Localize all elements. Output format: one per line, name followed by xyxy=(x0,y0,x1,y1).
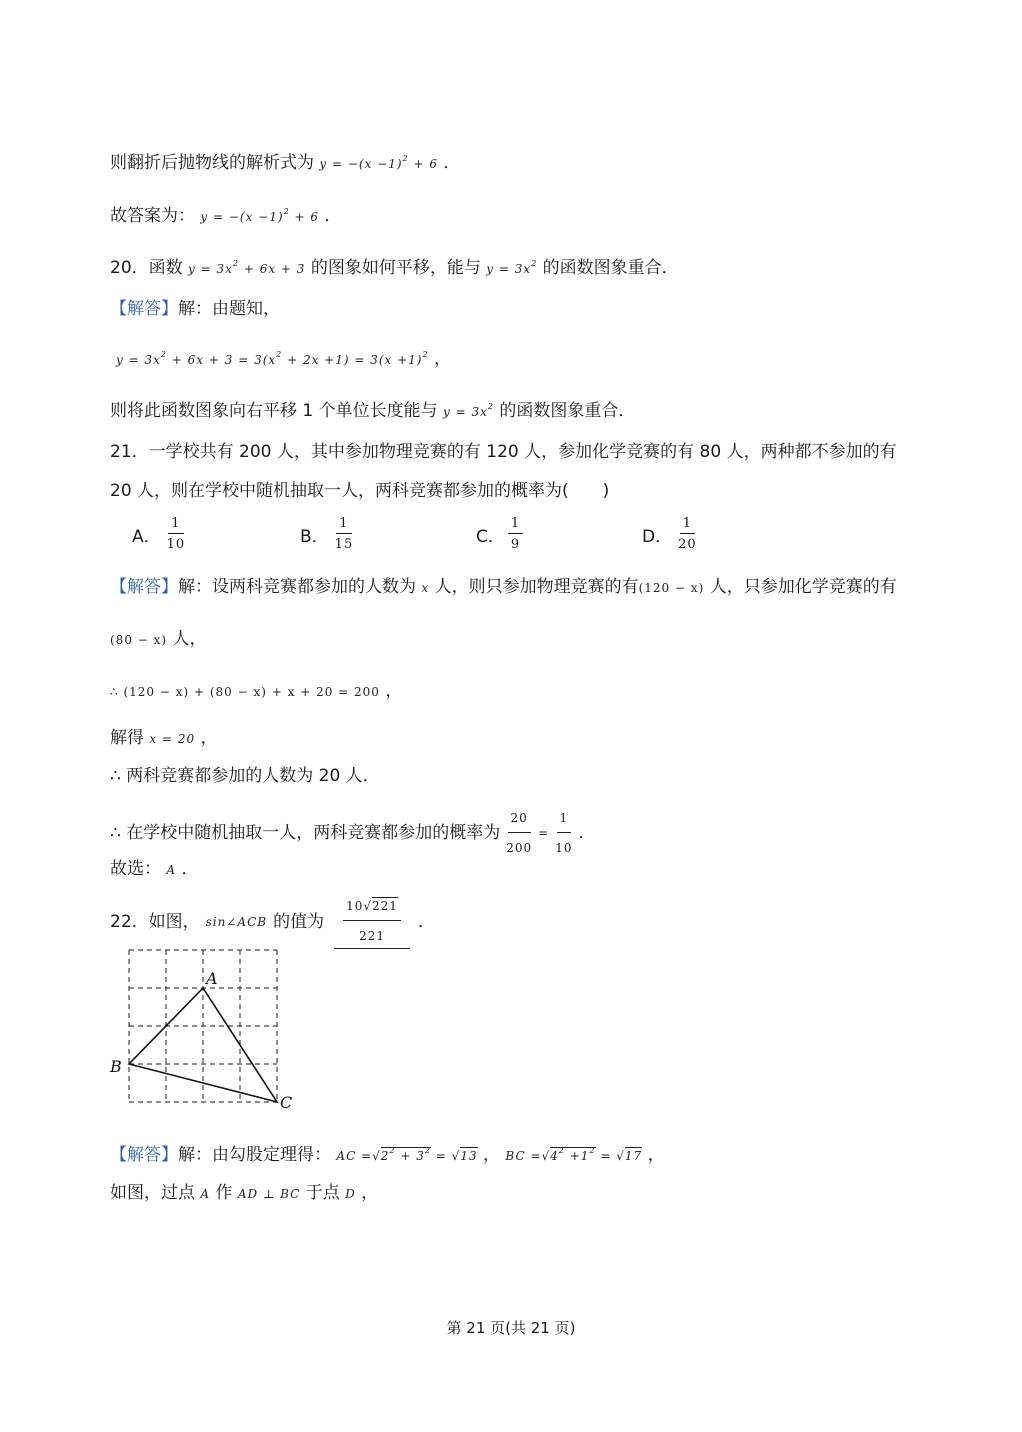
text: 函数 xyxy=(148,258,183,278)
fraction: $\frac{1}{15}$ xyxy=(334,516,354,552)
option-a xyxy=(132,516,191,552)
answer-20-formula xyxy=(116,343,451,372)
answer-22-line1 xyxy=(110,1139,665,1168)
answer-20-header xyxy=(110,297,280,321)
answer-21-line2 xyxy=(110,627,207,652)
answer-tag: 【解答】 xyxy=(110,299,178,319)
formula: sin∠ACB xyxy=(205,914,268,929)
answer-21-line5: ∴ 两科竞赛都参加的人数为 20 人． xyxy=(110,766,380,786)
equals: = xyxy=(538,826,550,840)
triangle-grid-figure xyxy=(100,938,300,1118)
question-number: 20． xyxy=(110,258,149,278)
fraction: $\frac{10√221}{221}$ xyxy=(343,894,401,948)
formula: $y = 3x^2 + 6x + 3$ xyxy=(188,259,306,276)
punct: ． xyxy=(417,911,435,932)
text: 解：设两科竞赛都参加的人数为 xyxy=(178,577,416,597)
text: 解得 xyxy=(110,728,144,748)
answer-21-line6 xyxy=(110,806,595,860)
text: ∴ 在学校中随机抽取一人，两科竞赛都参加的概率为 xyxy=(110,823,501,843)
text: 的值为 xyxy=(273,911,325,932)
option-d xyxy=(642,516,703,552)
formula-bc: BC $=√4^2 +1^2 = √17$ xyxy=(505,1146,643,1163)
page-footer: 第 21 页(共 21 页) xyxy=(446,1319,576,1337)
text: 的图象如何平移，能与 xyxy=(310,258,481,278)
punct: ． xyxy=(324,206,342,226)
punct: ， xyxy=(434,349,451,369)
fraction: $\frac{1}{10}$ xyxy=(552,806,575,860)
grid-lines xyxy=(129,950,277,1102)
answer-tag: 【解答】 xyxy=(110,1145,178,1165)
text: 故选： xyxy=(110,859,161,879)
question-21-line1: 21．一学校共有 200 人，其中参加物理竞赛的有 120 人，参加化学竞赛的有 80 人，两种都不参加的有 xyxy=(110,442,897,462)
answer-20-conclusion xyxy=(110,395,635,424)
formula: D xyxy=(345,1187,356,1201)
option-label: D． xyxy=(642,526,673,547)
fraction: $\frac{1}{20}$ xyxy=(678,516,697,552)
text: 于点 xyxy=(305,1183,340,1203)
option-label: B． xyxy=(300,526,329,547)
option-label: C． xyxy=(476,526,505,547)
text: 的函数图象重合． xyxy=(499,401,636,421)
formula: x xyxy=(421,581,430,595)
formula: $y = 3x^2$ xyxy=(486,259,538,276)
answer-21-line1 xyxy=(110,575,897,600)
option-c xyxy=(476,516,526,552)
text: 解：由题知， xyxy=(178,299,280,319)
answer-line-final xyxy=(110,200,341,229)
answer-21-choice xyxy=(110,857,198,882)
formula: $y = -(x -1)^2 + 6$ xyxy=(319,154,438,171)
question-number: 22． xyxy=(110,911,149,932)
text: 故答案为： xyxy=(110,206,195,226)
text: 作 xyxy=(215,1183,233,1203)
fraction: $\frac{1}{10}$ xyxy=(166,516,186,552)
answer-21-line4 xyxy=(110,726,218,751)
question-21-line2: 20 人，则在学校中随机抽取一人，两科竞赛都参加的概率为( ) xyxy=(110,481,610,501)
punct: ， xyxy=(385,681,403,701)
answer-line-parabola xyxy=(110,147,460,176)
punct: ． xyxy=(181,859,199,879)
formula: (80 − x) xyxy=(110,633,168,647)
vertex-label-a: A xyxy=(206,969,218,988)
formula: (120 − x) xyxy=(638,581,705,595)
question-20 xyxy=(110,252,679,281)
text: 则将此函数图象向右平移 1 个单位长度能与 xyxy=(110,401,438,421)
vertex-label-c: C xyxy=(280,1093,293,1112)
punct: ， xyxy=(647,1145,665,1165)
formula: $y = 3x^2$ xyxy=(443,402,494,419)
text: 如图，过点 xyxy=(110,1183,195,1203)
text: 解：由勾股定理得： xyxy=(178,1145,331,1165)
text: 的函数图象重合． xyxy=(542,258,679,278)
formula: $y = -(x -1)^2 + 6$ xyxy=(200,207,319,224)
formula: x = 20 xyxy=(149,732,196,746)
formula: $y = 3x^2 + 6x + 3 = 3(x^2 + 2x +1) = 3(x +1)^2$ xyxy=(116,350,429,367)
text: 则翻折后抛物线的解析式为 xyxy=(110,153,314,173)
answer-22-line2 xyxy=(110,1181,378,1206)
formula: A xyxy=(200,1187,211,1201)
punct: ． xyxy=(578,823,596,843)
formula: A xyxy=(166,863,177,877)
punct: ， xyxy=(483,1145,500,1165)
option-label: A． xyxy=(132,526,161,547)
option-b xyxy=(300,516,359,552)
answer-blank xyxy=(334,894,410,949)
punct: ， xyxy=(361,1183,379,1203)
answer-tag: 【解答】 xyxy=(110,577,178,597)
punct: ， xyxy=(200,728,218,748)
text: 人， xyxy=(172,629,207,649)
fraction: $\frac{1}{9}$ xyxy=(508,516,523,552)
formula: AD ⊥ BC xyxy=(237,1187,301,1201)
text: 人，则只参加物理竞赛的有 xyxy=(434,577,639,597)
punct: ． xyxy=(443,153,461,173)
answer-21-line3 xyxy=(110,679,402,704)
formula: ∴ (120 − x) + (80 − x) + x + 20 = 200 xyxy=(110,685,380,699)
text: 如图， xyxy=(148,911,200,932)
fraction: $\frac{20}{200}$ xyxy=(503,806,535,860)
formula-ac: AC $=√2^2 + 3^2 = √13$ xyxy=(336,1146,478,1163)
vertex-label-b: B xyxy=(110,1057,122,1076)
text: 人，只参加化学竞赛的有 xyxy=(709,577,897,597)
